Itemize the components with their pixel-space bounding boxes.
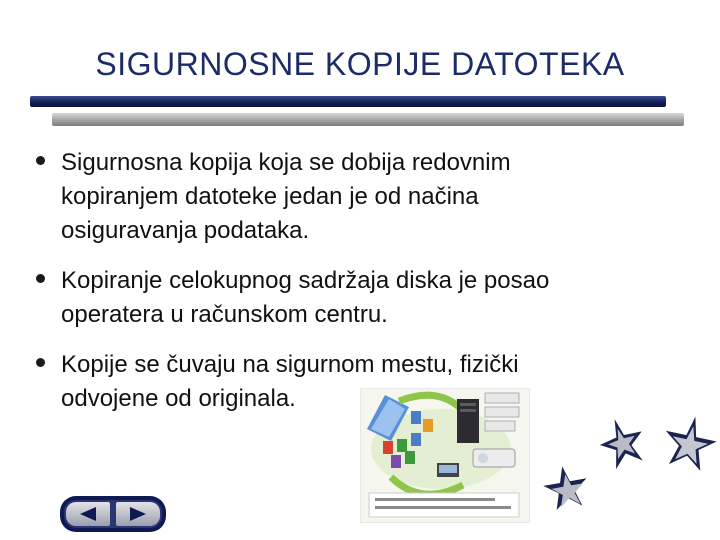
bullet-text: Kopije se čuvaju na sigurnom mestu, fizički odvojene od originala. (61, 351, 519, 412)
slide-title: SIGURNOSNE KOPIJE DATOTEKA (95, 46, 625, 82)
bullet-text: Kopiranje celokupnog sadržaja diska je posao operatera u računskom centru. (61, 267, 550, 328)
prev-slide-button[interactable] (66, 502, 110, 526)
bullet-dot-icon (36, 156, 45, 165)
star-icon (594, 412, 651, 471)
slide-navigation (60, 496, 166, 532)
bullet-dot-icon (36, 358, 45, 367)
backup-clipart-image (360, 388, 530, 523)
next-slide-button[interactable] (116, 502, 160, 526)
bullet-text: Sigurnosna kopija koja se dobija redovnim kopiranjem datoteke jedan je od načina osiguravanja podataka. (61, 149, 511, 244)
bullet-dot-icon (36, 274, 45, 283)
title-underline-dark (30, 96, 666, 107)
decorative-stars (540, 408, 720, 528)
title-underline-grey (52, 113, 684, 126)
triangle-left-icon (66, 502, 110, 526)
triangle-right-icon (116, 502, 160, 526)
star-icon (659, 411, 720, 473)
star-icon (541, 463, 592, 512)
